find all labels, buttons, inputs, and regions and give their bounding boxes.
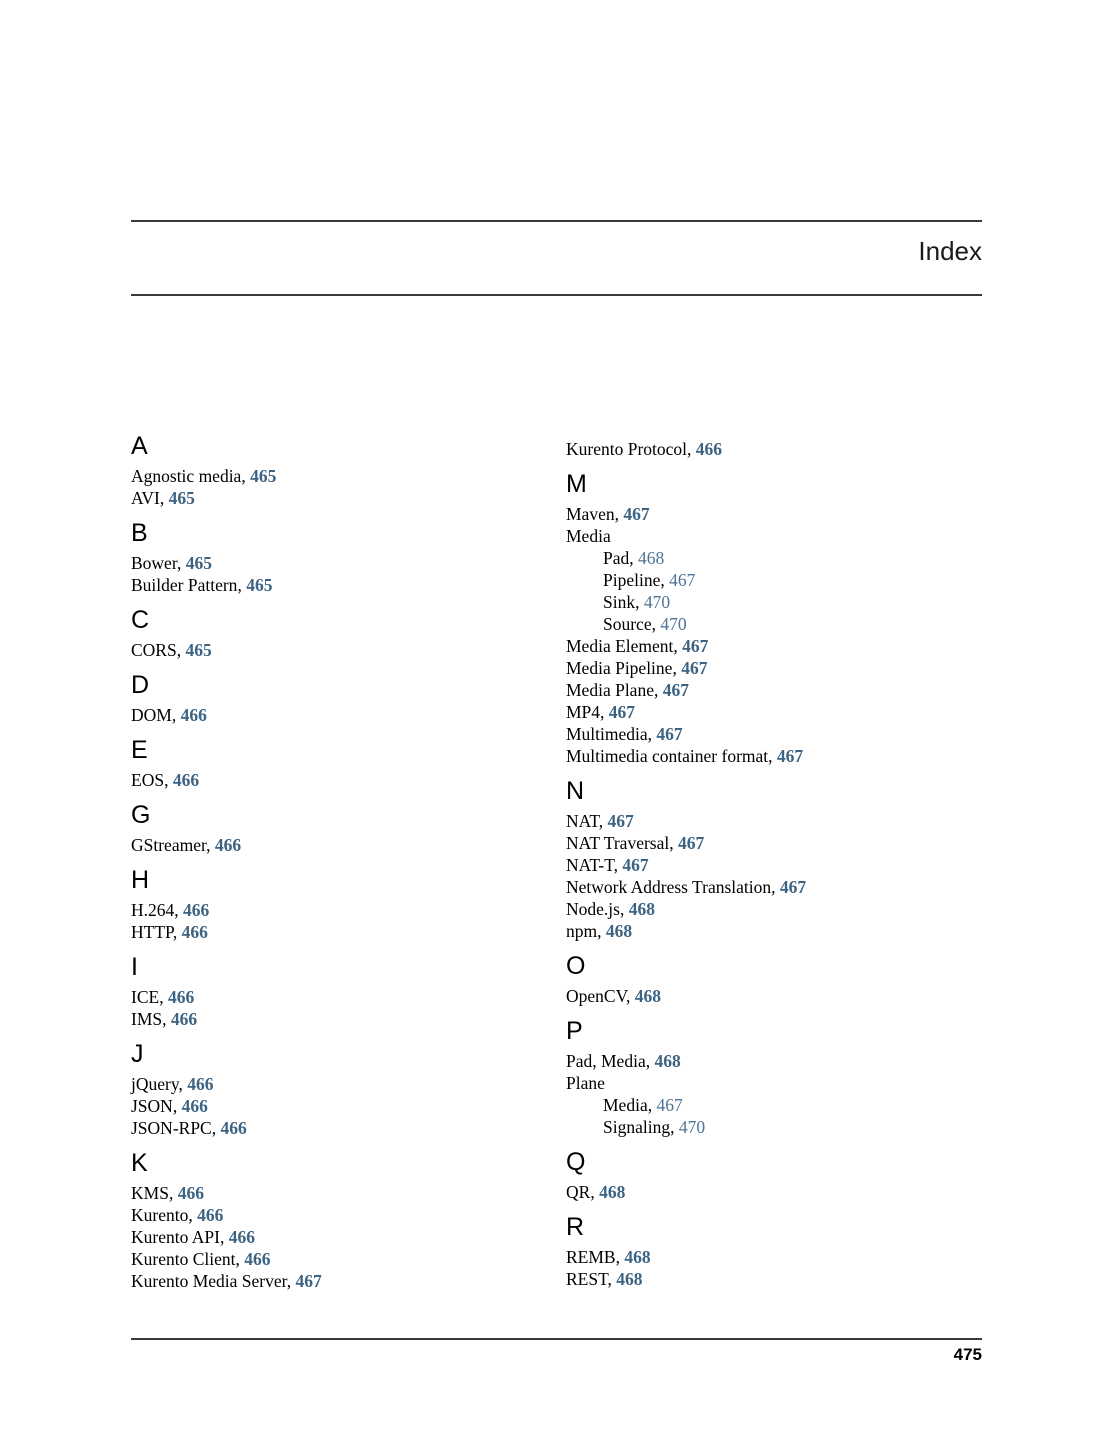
entry-separator: , [206, 835, 215, 855]
entry-term: Pad, Media [566, 1051, 646, 1071]
entry-term: REST [566, 1269, 608, 1289]
section-entries [131, 465, 566, 509]
entry-page-ref[interactable]: 467 [623, 504, 650, 524]
section-letter: D [131, 671, 150, 699]
index-entry [131, 769, 566, 791]
entry-page-ref[interactable]: 466 [170, 1009, 198, 1029]
entry-page-ref[interactable]: 468 [654, 1051, 681, 1071]
index-entry [131, 1182, 566, 1204]
section-letter: O [566, 952, 586, 980]
section-letter: N [566, 777, 585, 805]
index-entry [566, 591, 982, 613]
entry-term: Node.js [566, 899, 620, 919]
index-entry [131, 487, 566, 509]
entry-term: GStreamer [131, 835, 207, 855]
entry-separator: , [768, 746, 777, 766]
entry-term: Kurento [131, 1205, 189, 1225]
entry-term: Pad [603, 548, 630, 568]
entry-separator: , [171, 705, 181, 725]
entry-page-ref[interactable]: 465 [185, 553, 212, 573]
index-entry [566, 1246, 982, 1268]
entry-separator: , [159, 488, 169, 508]
entry-page-ref[interactable]: 466 [214, 835, 242, 855]
index-column-left [131, 422, 566, 1292]
index-entry [131, 704, 566, 726]
index-entry [131, 574, 566, 596]
index-entry [131, 639, 566, 661]
index-block [566, 422, 982, 460]
entry-separator: , [613, 855, 623, 875]
entry-page-ref[interactable]: 467 [295, 1271, 322, 1291]
header-bottom-rule [131, 294, 982, 296]
index-block [131, 738, 566, 791]
index-block [566, 472, 982, 767]
entry-separator: , [651, 614, 661, 634]
entry-separator: , [619, 899, 629, 919]
entry-term: Network Address Translation [566, 877, 772, 897]
index-entry [131, 986, 566, 1008]
index-entry [566, 569, 982, 591]
index-block [131, 803, 566, 856]
index-block [131, 434, 566, 509]
index-entry [566, 701, 982, 723]
entry-separator: , [635, 592, 644, 612]
entry-page-ref[interactable]: 467 [656, 1095, 683, 1115]
entry-separator: , [174, 900, 184, 920]
entry-term: Media Pipeline [566, 658, 673, 678]
entry-term: Media [603, 1095, 648, 1115]
index-entry [131, 1117, 566, 1139]
index-entry [566, 876, 982, 898]
entry-separator: , [645, 1051, 655, 1071]
entry-separator: , [162, 1009, 171, 1029]
entry-term: Multimedia container format [566, 746, 769, 766]
section-entries [566, 1050, 982, 1138]
entry-page-ref[interactable]: 466 [180, 705, 207, 725]
index-entry [566, 547, 982, 569]
section-entries [131, 899, 566, 943]
section-letter: R [566, 1213, 585, 1241]
section-letter: P [566, 1017, 583, 1045]
entry-separator: , [178, 1074, 188, 1094]
index-entry [131, 921, 566, 943]
entry-term: IMS [131, 1009, 163, 1029]
entry-page-ref[interactable]: 467 [622, 855, 649, 875]
entry-page-ref[interactable]: 466 [181, 1096, 208, 1116]
index-block [131, 521, 566, 596]
section-letter: C [131, 606, 150, 634]
page-title: Index [918, 236, 982, 266]
entry-separator: , [590, 1182, 600, 1202]
entry-page-ref[interactable]: 468 [616, 1269, 643, 1289]
index-entry [566, 985, 982, 1007]
entry-page-ref[interactable]: 468 [634, 986, 661, 1006]
entry-term: Kurento Media Server [131, 1271, 287, 1291]
section-entries [131, 769, 566, 791]
index-entry [566, 723, 982, 745]
index-entry [566, 635, 982, 657]
section-letter: Q [566, 1148, 586, 1176]
entry-page-ref[interactable]: 468 [624, 1247, 651, 1267]
section-letter: B [131, 519, 148, 547]
index-entry [131, 1204, 566, 1226]
entry-separator: , [172, 922, 182, 942]
section-letter: I [131, 953, 138, 981]
entry-page-ref[interactable]: 467 [608, 702, 636, 722]
entry-term: HTTP [131, 922, 173, 942]
entry-term: MP4 [566, 702, 601, 722]
entry-term: H.264 [131, 900, 175, 920]
entry-term: Pipeline [603, 570, 661, 590]
entry-term: Sink [603, 592, 636, 612]
footer-rule [131, 1338, 982, 1340]
entry-term: Plane [566, 1073, 605, 1093]
entry-page-ref[interactable]: 470 [660, 614, 687, 634]
index-entry [566, 1268, 982, 1290]
entry-separator: , [237, 575, 247, 595]
entry-separator: , [669, 833, 678, 853]
entry-page-ref[interactable]: 466 [177, 1183, 204, 1203]
index-entry [566, 503, 982, 525]
entry-page-ref[interactable]: 465 [185, 640, 212, 660]
entry-term: DOM [131, 705, 172, 725]
header-top-rule [131, 220, 982, 222]
entry-page-ref[interactable]: 468 [638, 548, 665, 568]
entry-separator: , [219, 1227, 229, 1247]
index-entry [566, 1050, 982, 1072]
entry-term: Source [603, 614, 652, 634]
entry-separator: , [235, 1249, 245, 1269]
entry-page-ref[interactable]: 467 [779, 877, 807, 897]
entry-term: Bower [131, 553, 177, 573]
index-entry [131, 465, 566, 487]
index-block [131, 1151, 566, 1292]
entry-page-ref[interactable]: 465 [250, 466, 277, 486]
entry-page-ref[interactable]: 468 [605, 921, 633, 941]
entry-separator: , [168, 1183, 178, 1203]
index-entry [566, 898, 982, 920]
index-entry [566, 613, 982, 635]
index-entry [566, 1181, 982, 1203]
entry-page-ref[interactable]: 466 [244, 1249, 271, 1269]
entry-page-ref[interactable]: 468 [628, 899, 655, 919]
entry-separator: , [607, 1269, 617, 1289]
entry-term: Media Plane [566, 680, 654, 700]
entry-term: NAT [566, 811, 599, 831]
index-entry [131, 834, 566, 856]
section-letter: A [131, 432, 148, 460]
entry-page-ref[interactable]: 467 [681, 658, 708, 678]
entry-page-ref[interactable]: 470 [643, 592, 671, 612]
entry-page-ref[interactable]: 467 [669, 570, 696, 590]
index-entry [566, 1094, 982, 1116]
entry-term: Kurento Protocol [566, 439, 688, 459]
entry-term: EOS [131, 770, 165, 790]
entry-separator: , [614, 504, 624, 524]
index-block [131, 673, 566, 726]
entry-term: jQuery [131, 1074, 179, 1094]
section-entries [131, 639, 566, 661]
entry-separator: , [188, 1205, 198, 1225]
entry-term: NAT-T [566, 855, 614, 875]
section-entries [131, 1073, 566, 1139]
entry-term: JSON-RPC [131, 1118, 212, 1138]
section-entries [131, 1182, 566, 1292]
entry-page-ref[interactable]: 466 [695, 439, 723, 459]
index-entry [566, 810, 982, 832]
page-header [131, 220, 982, 296]
entry-separator: , [159, 987, 168, 1007]
entry-term: Media Element [566, 636, 674, 656]
section-entries [566, 810, 982, 942]
index-entry [131, 552, 566, 574]
entry-separator: , [211, 1118, 221, 1138]
index-block [566, 954, 982, 1007]
index-entry [131, 1226, 566, 1248]
entry-term: npm [566, 921, 598, 941]
entry-separator: , [687, 439, 696, 459]
entry-separator: , [176, 553, 186, 573]
entry-page-ref[interactable]: 467 [682, 636, 709, 656]
section-letter: H [131, 866, 150, 894]
entry-term: QR [566, 1182, 591, 1202]
entry-separator: , [647, 724, 657, 744]
entry-page-ref[interactable]: 466 [228, 1227, 255, 1247]
entry-page-ref[interactable]: 466 [167, 987, 195, 1007]
section-letter: K [131, 1149, 148, 1177]
section-letter: G [131, 801, 151, 829]
index-entry [566, 657, 982, 679]
entry-separator: , [670, 1117, 679, 1137]
index-entry [131, 1008, 566, 1030]
entry-page-ref[interactable]: 466 [197, 1205, 224, 1225]
entry-separator: , [600, 702, 609, 722]
entry-page-ref[interactable]: 466 [183, 900, 210, 920]
index-entry [131, 1270, 566, 1292]
entry-page-ref[interactable]: 467 [776, 746, 804, 766]
page-number: 475 [953, 1345, 982, 1364]
page-footer [131, 1338, 982, 1365]
index-block [131, 955, 566, 1030]
entry-term: CORS [131, 640, 177, 660]
entry-term: Builder Pattern [131, 575, 238, 595]
entry-separator: , [672, 658, 682, 678]
index-entry [566, 1116, 982, 1138]
entry-separator: , [673, 636, 683, 656]
entry-separator: , [286, 1271, 296, 1291]
section-letter: E [131, 736, 148, 764]
entry-term: REMB [566, 1247, 616, 1267]
entry-term: Kurento API [131, 1227, 220, 1247]
entry-page-ref[interactable]: 466 [220, 1118, 247, 1138]
section-entries [566, 1246, 982, 1290]
index-entry [566, 679, 982, 701]
entry-page-ref[interactable]: 470 [678, 1117, 706, 1137]
index-entry [131, 1073, 566, 1095]
index-entry [566, 438, 982, 460]
entry-term: Agnostic media [131, 466, 242, 486]
section-letter: J [131, 1040, 144, 1068]
index-block [131, 608, 566, 661]
index-entry [131, 899, 566, 921]
index-block [131, 868, 566, 943]
entry-term: Maven [566, 504, 615, 524]
entry-page-ref[interactable]: 467 [656, 724, 683, 744]
index-block [566, 779, 982, 942]
index-entry [566, 525, 982, 547]
index-block [131, 1042, 566, 1139]
index-entry [566, 745, 982, 767]
entry-separator: , [653, 680, 663, 700]
section-entries [131, 834, 566, 856]
index-entry [566, 1072, 982, 1094]
index-entry [131, 1095, 566, 1117]
entry-separator: , [597, 921, 606, 941]
section-entries [566, 1181, 982, 1203]
entry-term: Kurento Client [131, 1249, 236, 1269]
entry-separator: , [164, 770, 173, 790]
section-entries [566, 438, 982, 460]
index-block [566, 1019, 982, 1138]
index-entry [566, 832, 982, 854]
entry-separator: , [172, 1096, 182, 1116]
entry-term: JSON [131, 1096, 173, 1116]
entry-page-ref[interactable]: 466 [181, 922, 208, 942]
entry-separator: , [241, 466, 251, 486]
entry-term: AVI [131, 488, 160, 508]
index-column-right [566, 422, 982, 1292]
entry-page-ref[interactable]: 467 [662, 680, 689, 700]
entry-term: KMS [131, 1183, 169, 1203]
entry-separator: , [771, 877, 780, 897]
entry-page-ref[interactable]: 468 [599, 1182, 626, 1202]
entry-separator: , [625, 986, 635, 1006]
index-block [566, 1150, 982, 1203]
index-entry [566, 854, 982, 876]
entry-page-ref[interactable]: 467 [607, 811, 634, 831]
entry-separator: , [660, 570, 670, 590]
entry-term: ICE [131, 987, 160, 1007]
index-columns [131, 422, 982, 1292]
entry-separator: , [176, 640, 186, 660]
index-entry [566, 920, 982, 942]
index-entry [131, 1248, 566, 1270]
entry-term: Signaling [603, 1117, 671, 1137]
entry-term: Multimedia [566, 724, 648, 744]
entry-term: Media [566, 526, 611, 546]
entry-term: NAT Traversal [566, 833, 670, 853]
entry-separator: , [629, 548, 638, 568]
section-entries [131, 552, 566, 596]
entry-page-ref[interactable]: 465 [246, 575, 273, 595]
entry-separator: , [615, 1247, 625, 1267]
entry-page-ref[interactable]: 466 [172, 770, 200, 790]
entry-page-ref[interactable]: 466 [187, 1074, 214, 1094]
section-entries [131, 704, 566, 726]
section-entries [566, 503, 982, 767]
section-letter: M [566, 470, 587, 498]
entry-page-ref[interactable]: 465 [168, 488, 195, 508]
section-entries [131, 986, 566, 1030]
entry-term: OpenCV [566, 986, 626, 1006]
entry-page-ref[interactable]: 467 [677, 833, 705, 853]
section-entries [566, 985, 982, 1007]
index-block [566, 1215, 982, 1290]
entry-separator: , [647, 1095, 657, 1115]
entry-separator: , [598, 811, 608, 831]
